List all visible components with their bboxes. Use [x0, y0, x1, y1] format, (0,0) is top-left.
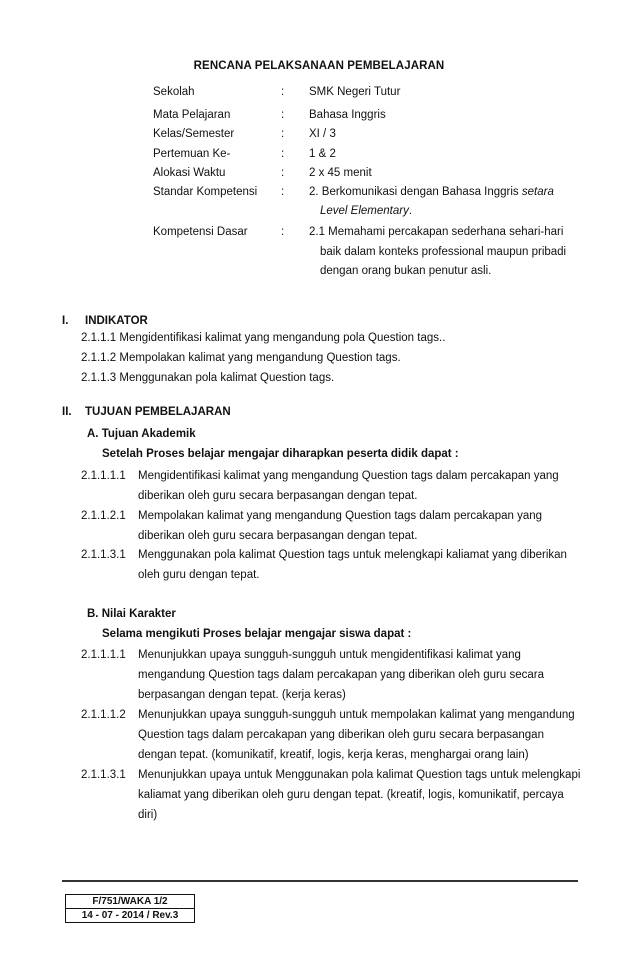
colon: : [281, 226, 285, 238]
colon: : [281, 167, 285, 179]
subsection-intro: Setelah Proses belajar mengajar diharapkan peserta didik dapat : [102, 448, 459, 460]
objective-text: Menunjukkan upaya untuk Menggunakan pola kalimat Question tags untuk melengkapi [138, 769, 581, 781]
value-sk-italic: setara [521, 186, 554, 198]
value-alokasi: 2 x 45 menit [309, 167, 372, 179]
objective-text: diberikan oleh guru secara berpasangan dengan tepat. [138, 530, 418, 542]
section-number: I. [62, 315, 69, 327]
subsection-heading: B. Nilai Karakter [87, 608, 176, 620]
list-item: 2.1.1.2 Mempolakan kalimat yang mengandung Question tags. [81, 352, 401, 364]
objective-text: mengandung Question tags dalam percakapan yang diberikan oleh guru secara [138, 669, 544, 681]
value-kd-line1: 2.1 Memahami percakapan sederhana sehari-hari [309, 226, 564, 238]
objective-text: berpasangan dengan tepat. (kerja keras) [138, 689, 346, 701]
objective-code: 2.1.1.2.1 [81, 510, 126, 522]
objective-text: diri) [138, 809, 158, 821]
colon: : [281, 148, 285, 160]
objective-text: oleh guru dengan tepat. [138, 569, 260, 581]
value-kelas: XI / 3 [309, 128, 336, 140]
value-sk-line2 [320, 205, 412, 217]
colon: : [281, 109, 285, 121]
objective-text: Question tags dalam percakapan yang diberikan oleh guru secara berpasangan [138, 729, 544, 741]
objective-text: diberikan oleh guru secara berpasangan dengan tepat. [138, 490, 418, 502]
value-sekolah: SMK Negeri Tutur [309, 86, 401, 98]
objective-code: 2.1.1.3.1 [81, 769, 126, 781]
section-heading: TUJUAN PEMBELAJARAN [85, 406, 231, 418]
label-sekolah: Sekolah [153, 86, 195, 98]
label-alokasi: Alokasi Waktu [153, 167, 226, 179]
colon: : [281, 186, 285, 198]
label-mapel: Mata Pelajaran [153, 109, 231, 121]
objective-code: 2.1.1.1.1 [81, 649, 126, 661]
list-item: 2.1.1.1 Mengidentifikasi kalimat yang mengandung pola Question tags.. [81, 332, 446, 344]
value-pertemuan: 1 & 2 [309, 148, 336, 160]
section-number: II. [62, 406, 72, 418]
objective-text: dengan tepat. (komunikatif, kreatif, logis, kerja keras, menghargai orang lain) [138, 749, 529, 761]
label-sk: Standar Kompetensi [153, 186, 258, 198]
label-kelas: Kelas/Semester [153, 128, 235, 140]
label-kd: Kompetensi Dasar [153, 226, 248, 238]
objective-code: 2.1.1.3.1 [81, 549, 126, 561]
colon: : [281, 128, 285, 140]
document-title: RENCANA PELAKSANAAN PEMBELAJARAN [193, 60, 445, 72]
footer-revision: 14 - 07 - 2014 / Rev.3 [66, 908, 194, 922]
objective-text: Mengidentifikasi kalimat yang mengandung Question tags dalam percakapan yang [138, 470, 559, 482]
objective-text: kaliamat yang diberikan oleh guru dengan tepat. (kreatif, logis, komunikatif, percaya [138, 789, 564, 801]
objective-text: Menunjukkan upaya sungguh-sungguh untuk mengidentifikasi kalimat yang [138, 649, 521, 661]
value-kd-line3: dengan orang bukan penutur asli. [320, 265, 492, 277]
list-item: 2.1.1.3 Menggunakan pola kalimat Question tags. [81, 372, 335, 384]
footer-divider [62, 880, 578, 882]
footer-form-code: F/751/WAKA 1/2 [92, 896, 168, 907]
section-heading: INDIKATOR [85, 315, 148, 327]
colon: : [281, 86, 285, 98]
objective-text: Mempolakan kalimat yang mengandung Question tags dalam percakapan yang [138, 510, 543, 522]
value-sk-period: . [408, 205, 413, 217]
subsection-heading: A. Tujuan Akademik [87, 428, 196, 440]
objective-code: 2.1.1.1.1 [81, 470, 126, 482]
value-sk-text: 2. Berkomunikasi dengan Bahasa Inggris [309, 186, 519, 198]
value-kd-line2: baik dalam konteks professional maupun pribadi [320, 246, 567, 258]
footer-form-box [65, 894, 195, 923]
subsection-intro: Selama mengikuti Proses belajar mengajar siswa dapat : [102, 628, 412, 640]
objective-code: 2.1.1.1.2 [81, 709, 126, 721]
value-sk-level: Level Elementary [320, 205, 409, 217]
objective-text: Menggunakan pola kalimat Question tags untuk melengkapi kaliamat yang diberikan [138, 549, 567, 561]
value-mapel: Bahasa Inggris [309, 109, 386, 121]
value-sk-line1 [309, 186, 554, 198]
label-pertemuan: Pertemuan Ke- [153, 148, 231, 160]
objective-text: Menunjukkan upaya sungguh-sungguh untuk mempolakan kalimat yang mengandung [138, 709, 575, 721]
